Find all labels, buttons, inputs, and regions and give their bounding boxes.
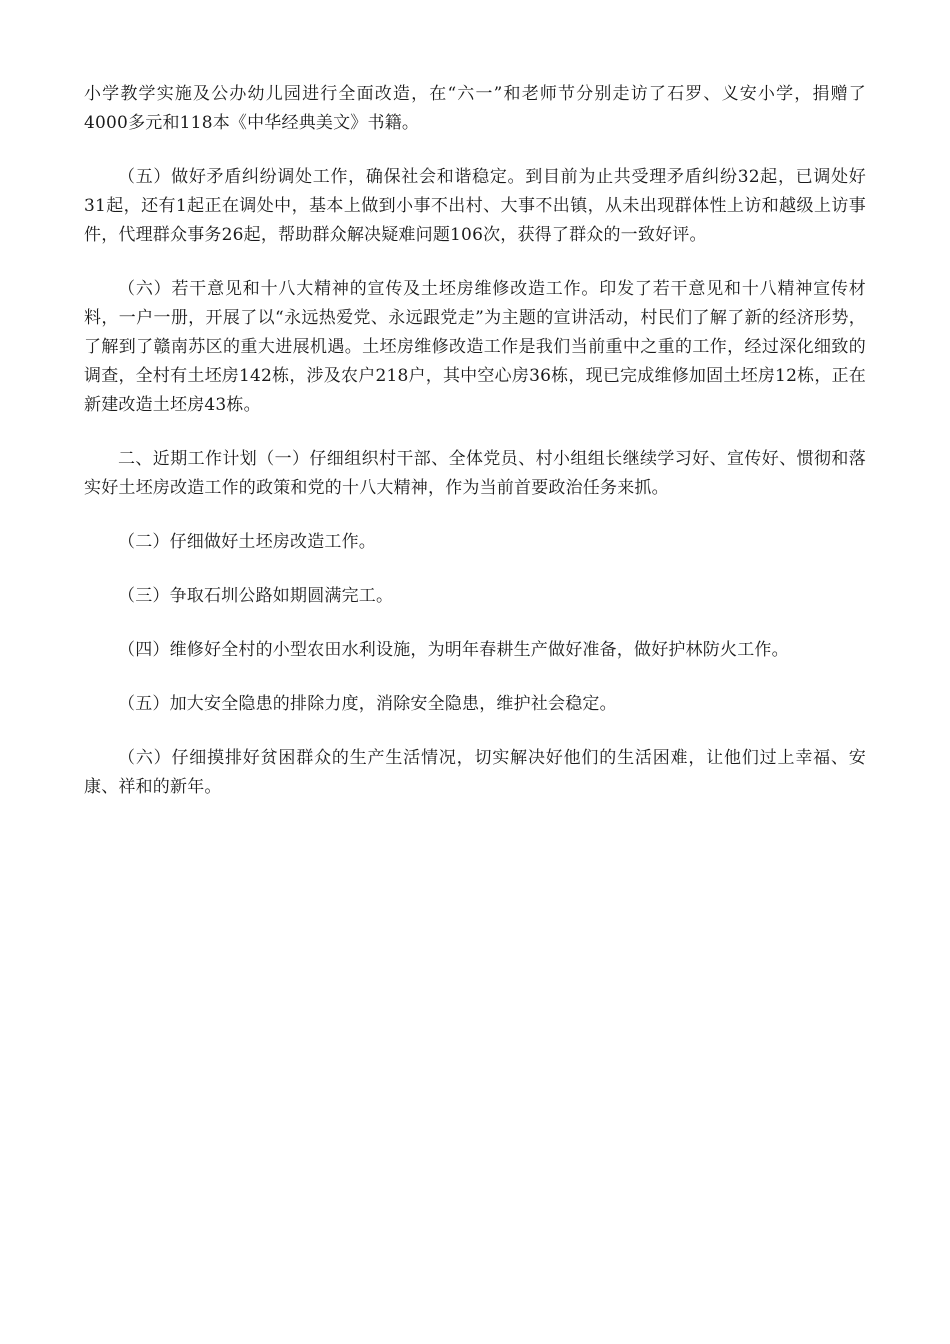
paragraph-work-plan-5: （五）加大安全隐患的排除力度，消除安全隐患，维护社会稳定。 <box>118 694 617 714</box>
paragraph-work-plan-1: 二、近期工作计划（一）仔细组织村干部、全体党员、村小组组长继续学习好、宣传好、惯彻和落实好土坯房改造工作的政策和党的十八大精神，作为当前首要政治任务来抓。 <box>84 449 866 498</box>
paragraph-continuation: 小学教学实施及公办幼儿园进行全面改造，在“六一”和老师节分别走访了石罗、义安小学，捐赠了4000多元和118本《中华经典美文》书籍。 <box>84 84 866 133</box>
paragraph-dispute-mediation: （五）做好矛盾纠纷调处工作，确保社会和谐稳定。到目前为止共受理矛盾纠纷32起，已调处好31起，还有1起正在调处中，基本上做到小事不出村、大事不出镇，从未出现群体性上访和越级上访事件，代理群众事务26起，帮助群众解决疑难问题106次，获得了群众的一致好评。 <box>84 167 866 245</box>
paragraph-work-plan-3: （三）争取石圳公路如期圆满完工。 <box>118 586 394 606</box>
paragraph-work-plan-2: （二）仔细做好土坯房改造工作。 <box>118 532 376 552</box>
paragraph-work-plan-6: （六）仔细摸排好贫困群众的生产生活情况，切实解决好他们的生活困难，让他们过上幸福、安康、祥和的新年。 <box>84 748 866 797</box>
paragraph-publicity-housing: （六）若干意见和十八大精神的宣传及土坯房维修改造工作。印发了若干意见和十八精神宣传材料，一户一册，开展了以“永远热爱党、永远跟党走”为主题的宣讲活动，村民们了解了新的经济形势，了解到了赣南苏区的重大进展机遇。土坯房维修改造工作是我们当前重中之重的工作，经过深化细致的调查，全村有土坯房142栋，涉及农户218户，其中空心房36栋，现已完成维修加固土坯房12栋，正在新建改造土坯房43栋。 <box>84 279 866 415</box>
paragraph-work-plan-4: （四）维修好全村的小型农田水利设施，为明年春耕生产做好准备，做好护林防火工作。 <box>118 640 789 660</box>
document-body <box>84 80 866 827</box>
